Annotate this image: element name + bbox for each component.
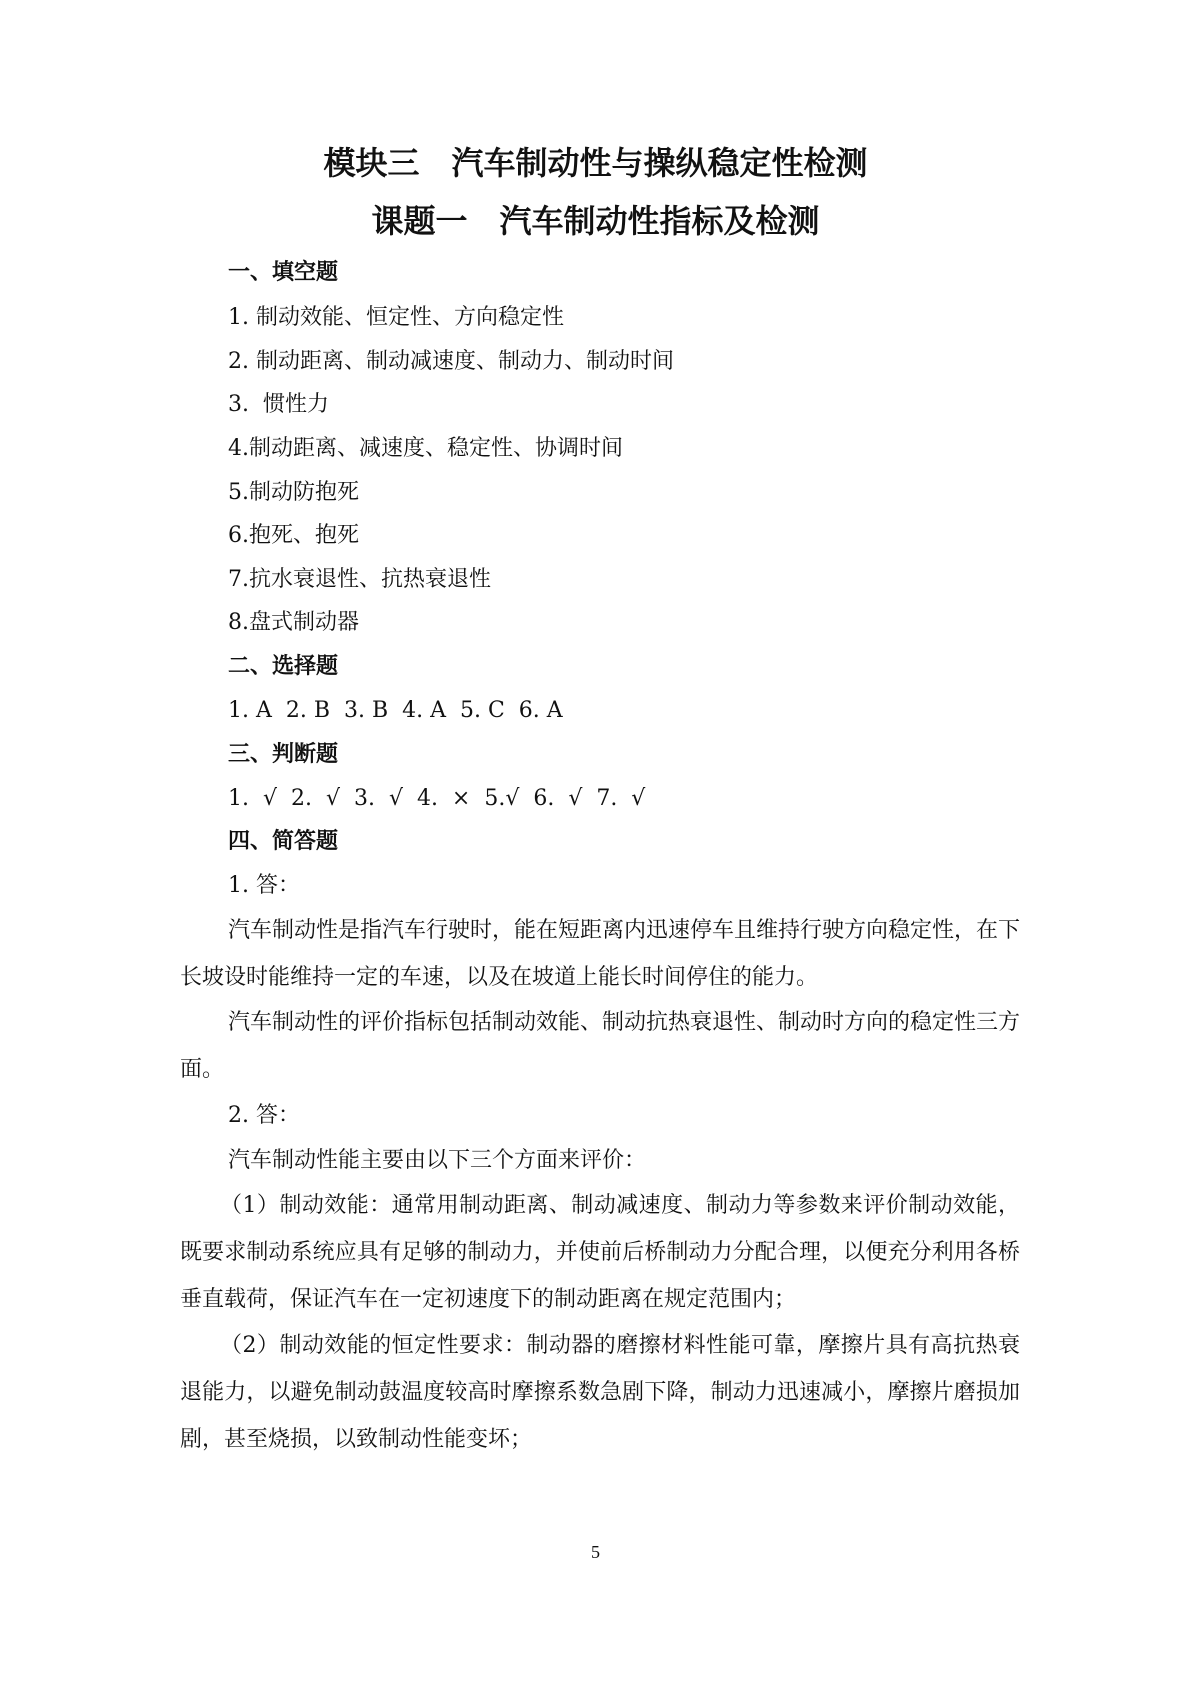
fill-blank-answer: 4.制动距离、减速度、稳定性、协调时间	[228, 436, 623, 461]
section-heading-fill-blank: 一、填空题	[228, 260, 339, 285]
fill-blank-answer: 7.抗水衰退性、抗热衰退性	[228, 567, 491, 592]
section-heading-short-answer: 四、简答题	[228, 829, 339, 854]
short-answer-q2-label: 2. 答：	[228, 1103, 300, 1128]
page-number: 5	[591, 1542, 600, 1562]
short-answer-q1-paragraph: 汽车制动性是指汽车行驶时，能在短距离内迅速停车且维持行驶方向稳定性，在下长坡设时能维持一定的车速，以及在坡道上能长时间停住的能力。	[180, 918, 1021, 990]
fill-blank-answer: 6.抱死、抱死	[228, 523, 359, 548]
short-answer-q1-label: 1. 答：	[228, 873, 300, 898]
short-answer-q2-point: （2）制动效能的恒定性要求：制动器的磨擦材料性能可靠，摩擦片具有高抗热衰退能力，以避免制动鼓温度较高时摩擦系数急剧下降，制动力迅速减小，摩擦片磨损加剧，甚至烧损，以致制动性能变坏；	[180, 1333, 1020, 1452]
true-false-answers: 1. √ 2. √ 3. √ 4. × 5.√ 6. √ 7. √	[228, 786, 646, 811]
fill-blank-answer: 2. 制动距离、制动减速度、制动力、制动时间	[228, 349, 674, 374]
section-heading-multiple-choice: 二、选择题	[228, 654, 339, 679]
fill-blank-answer: 8.盘式制动器	[228, 610, 359, 635]
multiple-choice-answers: 1. A 2. B 3. B 4. A 5. C 6. A	[228, 698, 563, 723]
module-title: 模块三 汽车制动性与操纵稳定性检测	[323, 144, 868, 182]
fill-blank-answer: 1. 制动效能、恒定性、方向稳定性	[228, 305, 564, 330]
short-answer-q2-point: （1）制动效能：通常用制动距离、制动减速度、制动力等参数来评价制动效能，既要求制动系统应具有足够的制动力，并使前后桥制动力分配合理，以便充分利用各桥垂直载荷，保证汽车在一定初速度下的制动距离在规定范围内；	[180, 1193, 1020, 1312]
short-answer-q1-paragraph: 汽车制动性的评价指标包括制动效能、制动抗热衰退性、制动时方向的稳定性三方面。	[180, 1010, 1021, 1082]
lesson-title: 课题一 汽车制动性指标及检测	[371, 202, 820, 240]
fill-blank-answer: 5.制动防抱死	[228, 480, 359, 505]
short-answer-q2-intro: 汽车制动性能主要由以下三个方面来评价：	[228, 1148, 647, 1173]
section-heading-true-false: 三、判断题	[228, 742, 339, 767]
fill-blank-answer: 3. 惯性力	[228, 392, 329, 417]
